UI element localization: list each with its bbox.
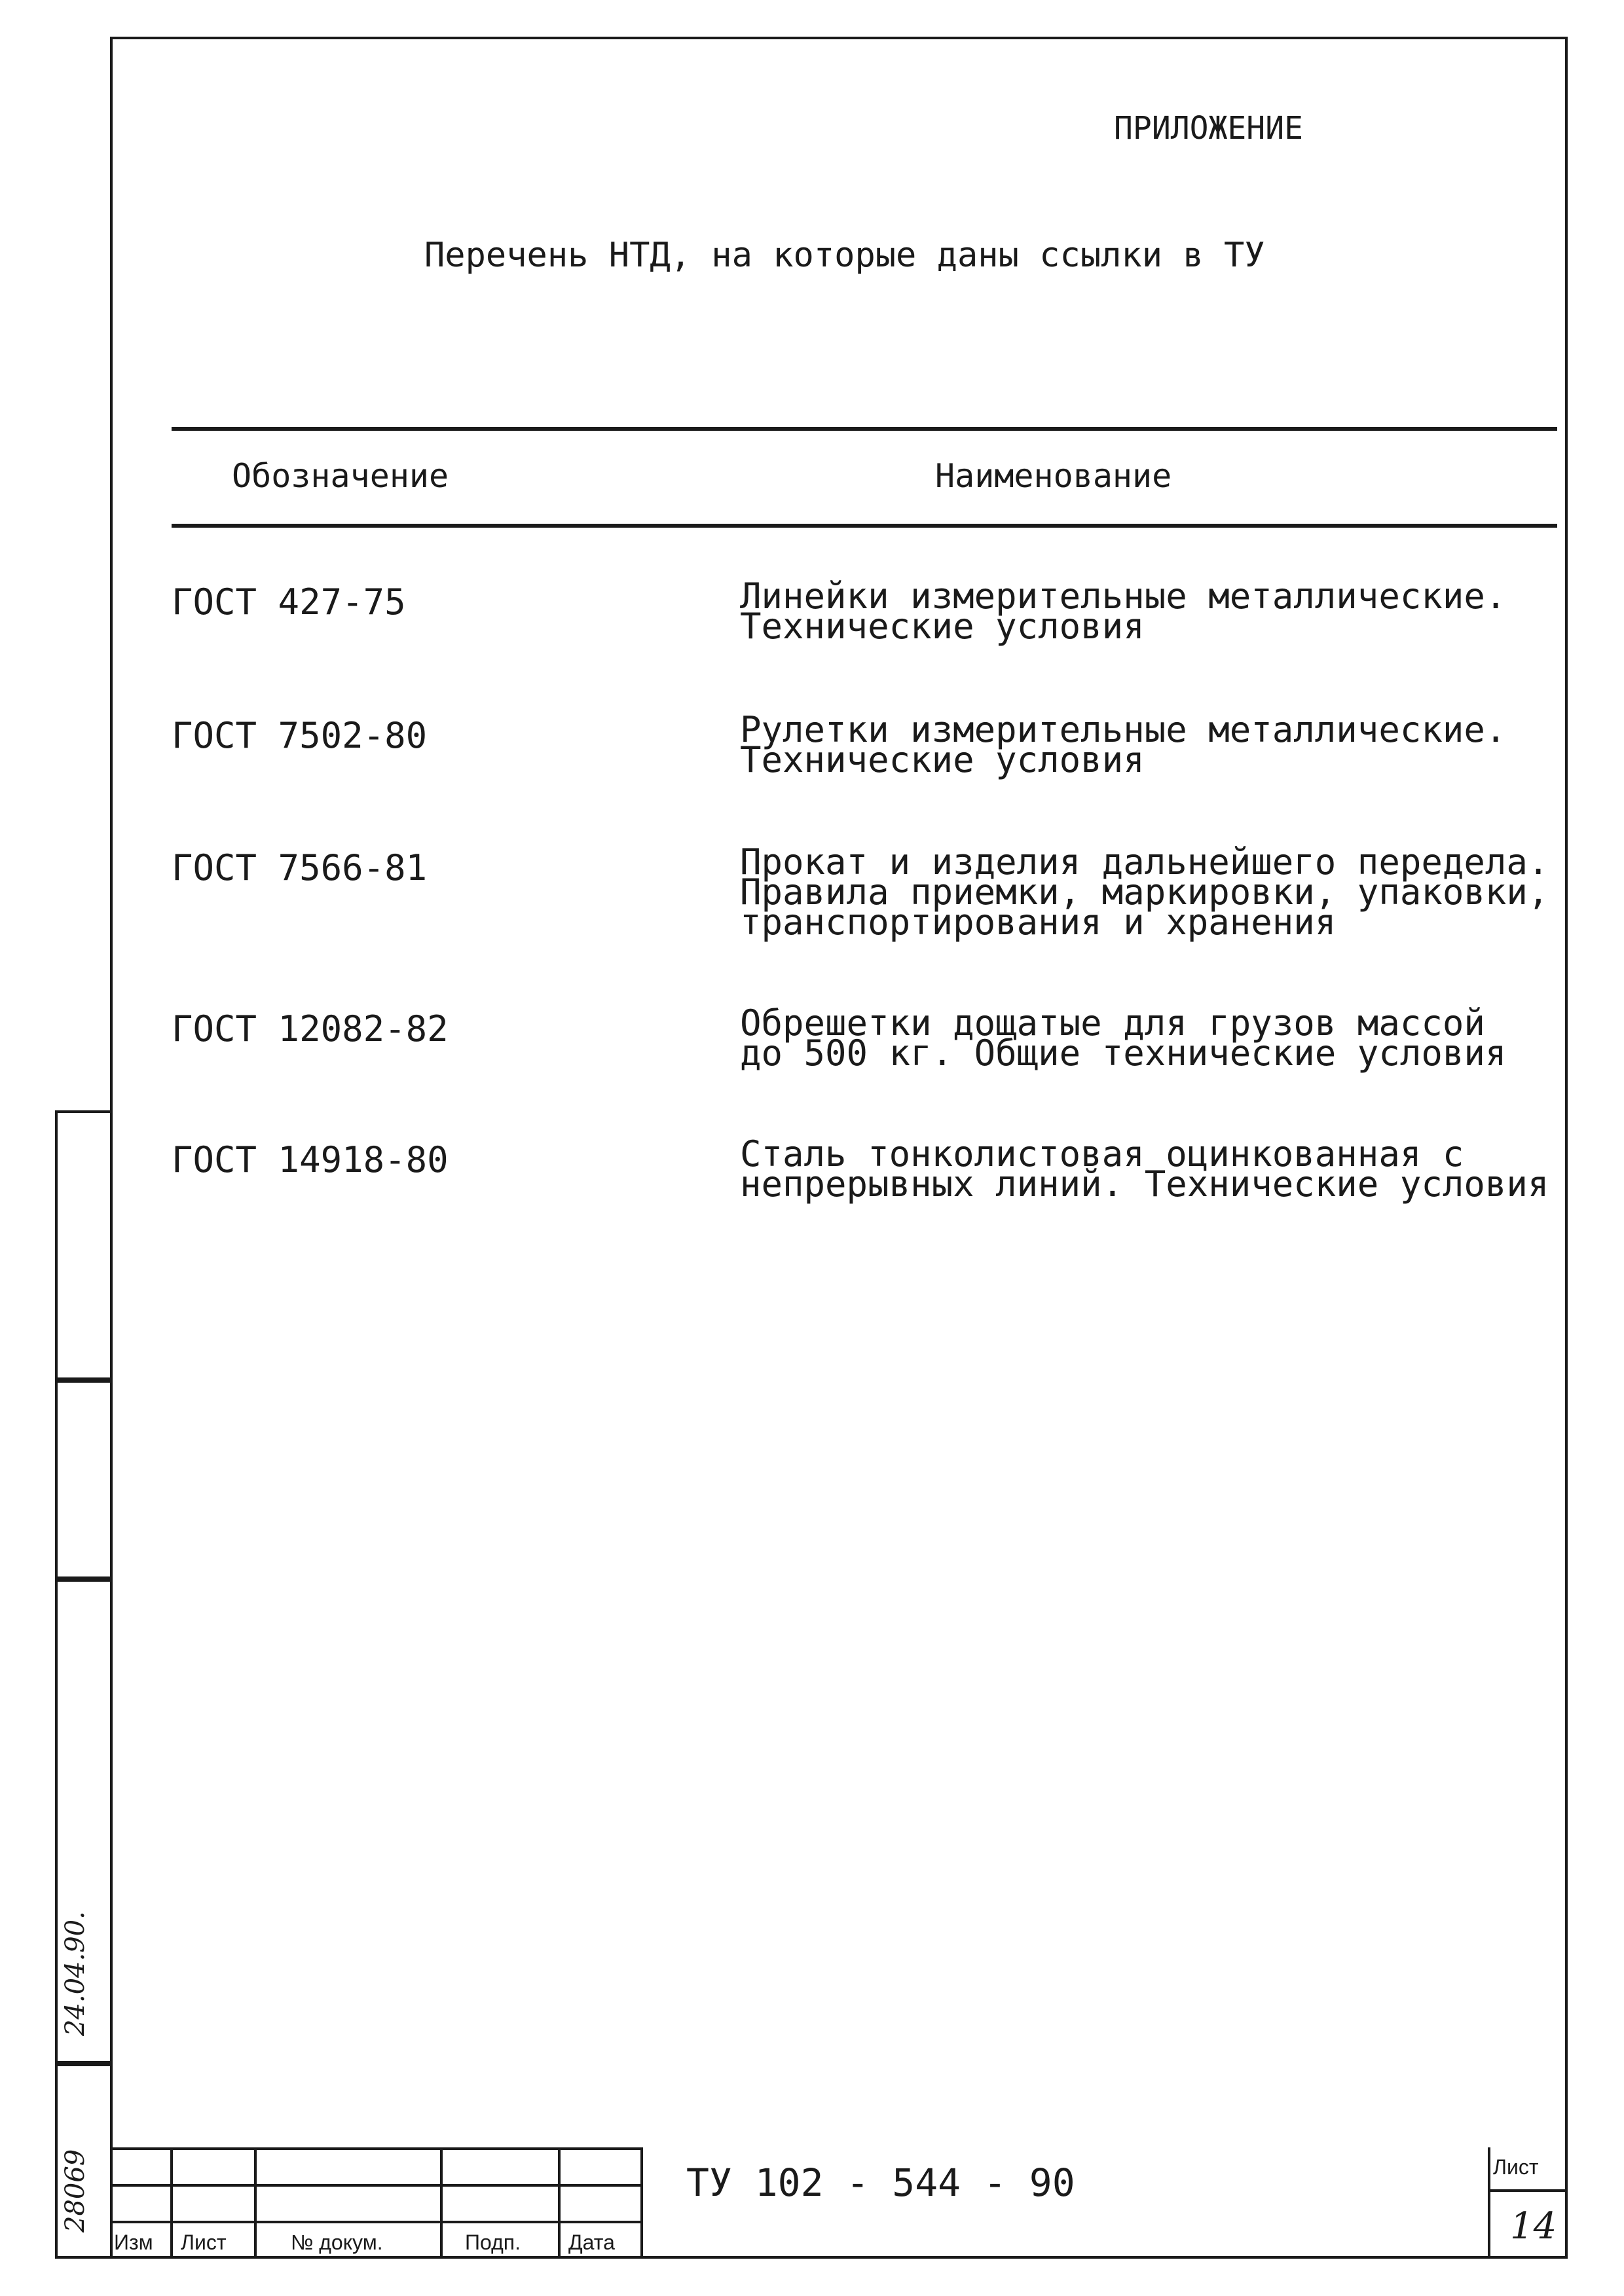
column-header-designation: Обозначение xyxy=(232,457,449,495)
margin-date-signature: 24.04.90. xyxy=(60,1911,90,2036)
row-code: ГОСТ 7502-80 xyxy=(172,715,428,756)
label-signature: Подп. xyxy=(465,2231,521,2254)
sheet-label: Лист xyxy=(1493,2155,1539,2179)
margin-cell xyxy=(55,1380,113,1579)
row-code: ГОСТ 427-75 xyxy=(172,581,406,623)
row-name: Сталь тонколистовая оцинкованная с непрерывных линий. Технические условия xyxy=(740,1133,1549,1205)
row-code: ГОСТ 14918-80 xyxy=(172,1139,449,1180)
appendix-label: ПРИЛОЖЕНИЕ xyxy=(1114,110,1303,147)
label-izm: Изм xyxy=(114,2231,153,2254)
margin-inventory-number: 28069 xyxy=(60,2149,90,2232)
document-title: Перечень НТД, на которые даны ссылки в ТУ xyxy=(424,236,1265,275)
label-list: Лист xyxy=(181,2231,227,2254)
row-code: ГОСТ 12082-82 xyxy=(172,1008,449,1049)
table-header-rule xyxy=(172,524,1557,528)
document-code: ТУ 102 - 544 - 90 xyxy=(686,2160,1075,2205)
margin-cell xyxy=(55,1110,113,1380)
row-name: Обрешетки дощатые для грузов массой до 500 кг. Общие технические условия xyxy=(740,1002,1507,1074)
row-name: Линейки измерительные металлические. Технические условия xyxy=(740,575,1507,647)
column-header-name: Наименование xyxy=(935,457,1172,495)
row-name: Рулетки измерительные металлические. Технические условия xyxy=(740,709,1507,780)
label-doc-number: № докум. xyxy=(291,2231,383,2254)
row-name: Прокат и изделия дальнейшего передела. Правила приемки, маркировки, упаковки, транспортирования и хранения xyxy=(740,841,1549,943)
row-code: ГОСТ 7566-81 xyxy=(172,847,428,888)
label-date: Дата xyxy=(568,2231,615,2254)
table-top-rule xyxy=(172,427,1557,431)
sheet-number: 14 xyxy=(1510,2205,1557,2248)
